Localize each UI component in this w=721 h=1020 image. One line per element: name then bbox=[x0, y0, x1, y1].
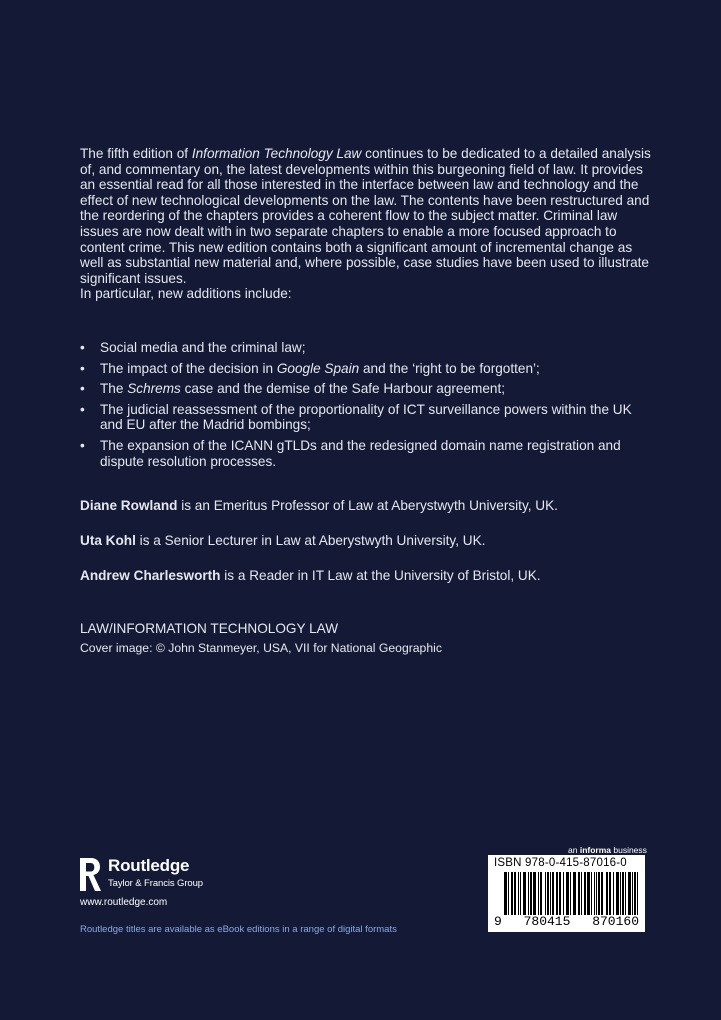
barcode-bar bbox=[511, 872, 512, 915]
barcode-bar bbox=[520, 872, 521, 915]
barcode-bar bbox=[594, 872, 595, 915]
barcode-bar bbox=[575, 872, 576, 915]
barcode-bar bbox=[578, 872, 579, 915]
list-item: • Social media and the criminal law; bbox=[80, 340, 655, 356]
routledge-logo bbox=[78, 855, 238, 895]
barcode-bar bbox=[622, 872, 623, 915]
barcode-bar bbox=[550, 872, 551, 915]
barcode-bar bbox=[589, 872, 590, 915]
publisher-name: Routledge bbox=[108, 856, 190, 875]
barcode-bar bbox=[508, 872, 509, 915]
barcode-bar bbox=[552, 872, 553, 915]
barcode-bar bbox=[559, 872, 560, 915]
barcode-bars bbox=[504, 872, 638, 915]
book-title-italic: Information Technology Law bbox=[191, 146, 362, 161]
barcode-bar bbox=[545, 872, 546, 915]
author-name: Diane Rowland bbox=[80, 498, 178, 513]
barcode-bar bbox=[556, 872, 557, 915]
author-bio-kohl: Uta Kohl is a Senior Lecturer in Law at Aberystwyth University, UK. bbox=[80, 533, 486, 548]
author-name: Uta Kohl bbox=[80, 533, 136, 548]
barcode-bar bbox=[637, 872, 638, 915]
barcode-bar bbox=[581, 872, 582, 915]
barcode-bar bbox=[504, 872, 505, 915]
subject-category: LAW/INFORMATION TECHNOLOGY LAW bbox=[80, 621, 339, 636]
barcode-bar bbox=[541, 872, 542, 915]
barcode-bar bbox=[525, 872, 526, 915]
informa-business-tag: an informa business bbox=[568, 845, 647, 855]
barcode-bar bbox=[524, 872, 525, 915]
barcode-bar bbox=[533, 872, 534, 915]
barcode-bar bbox=[629, 872, 630, 915]
barcode-bar bbox=[568, 872, 569, 915]
barcode-bar bbox=[512, 872, 513, 915]
barcode-bar bbox=[547, 872, 548, 915]
barcode-bar bbox=[601, 872, 602, 915]
barcode-bar bbox=[585, 872, 586, 915]
barcode-bar bbox=[535, 872, 536, 915]
author-bio-rowland: Diane Rowland is an Emeritus Professor of Law at Aberystwyth University, UK. bbox=[80, 498, 558, 513]
barcode-bar bbox=[506, 872, 507, 915]
barcode-bar bbox=[623, 872, 624, 915]
barcode-bar bbox=[617, 872, 618, 915]
barcode-bar bbox=[607, 872, 608, 915]
barcode-bar bbox=[598, 872, 599, 915]
barcode-bar bbox=[584, 872, 585, 915]
barcode-digits: 9 780415 870160 bbox=[494, 914, 639, 929]
publisher-website: www.routledge.com bbox=[80, 897, 168, 908]
cover-image-credit: Cover image: © John Stanmeyer, USA, VII for National Geographic bbox=[80, 641, 442, 655]
barcode-bar bbox=[579, 872, 580, 915]
barcode-bar bbox=[528, 872, 529, 915]
list-item: • The impact of the decision in Google Spain and the ‘right to be forgotten’; bbox=[80, 361, 655, 377]
publisher-group: Taylor & Francis Group bbox=[108, 878, 203, 889]
list-item: • The Schrems case and the demise of the Safe Harbour agreement; bbox=[80, 381, 655, 397]
barcode-bar bbox=[635, 872, 636, 915]
barcode-bar bbox=[553, 872, 554, 915]
barcode-bar bbox=[618, 872, 619, 915]
barcode-bar bbox=[587, 872, 588, 915]
barcode-bar bbox=[634, 872, 635, 915]
barcode-bar bbox=[588, 872, 589, 915]
isbn-barcode bbox=[488, 855, 645, 932]
barcode-bar bbox=[514, 872, 515, 915]
barcode-bar bbox=[563, 872, 564, 915]
barcode-bar bbox=[616, 872, 617, 915]
barcode-bar bbox=[591, 872, 592, 915]
barcode-bar bbox=[515, 872, 516, 915]
barcode-bar bbox=[538, 872, 539, 915]
barcode-bar bbox=[599, 872, 600, 915]
barcode-bar bbox=[630, 872, 631, 915]
barcode-bar bbox=[540, 872, 541, 915]
barcode-bar bbox=[610, 872, 611, 915]
barcode-bar bbox=[567, 872, 568, 915]
barcode-bar bbox=[574, 872, 575, 915]
barcode-bar bbox=[606, 872, 607, 915]
author-name: Andrew Charlesworth bbox=[80, 568, 221, 583]
barcode-bar bbox=[534, 872, 535, 915]
barcode-bar bbox=[620, 872, 621, 915]
barcode-bar bbox=[560, 872, 561, 915]
isbn-label: ISBN 978-0-415-87016-0 bbox=[494, 857, 627, 869]
barcode-bar bbox=[531, 872, 532, 915]
barcode-bar bbox=[632, 872, 633, 915]
description-paragraph: The fifth edition of Information Technology Law continues to be dedicated to a detailed analysis of, and commentary on, the latest developments within this burgeoning field of law. It provides an essential read for all those interested in the interface between law and technology and the effect of new technological developments on the law. The contents have been restructured and the reordering of the chapters provides a coherent flow to the subject matter. Criminal law issues are now dealt with in two separate chapters to enable a more focused approach to content crime. This new edition contains both a significant amount of incremental change as well as substantial new material and, where possible, case studies have been used to illustrate significant issues. In particular, new additions include: bbox=[80, 146, 651, 302]
barcode-bar bbox=[570, 872, 571, 915]
barcode-bar bbox=[505, 872, 506, 915]
barcode-bar bbox=[523, 872, 524, 915]
barcode-bar bbox=[548, 872, 549, 915]
additions-intro: In particular, new additions include: bbox=[80, 286, 292, 302]
new-additions-list bbox=[80, 340, 655, 474]
barcode-bar bbox=[609, 872, 610, 915]
barcode-bar bbox=[602, 872, 603, 915]
barcode-bar bbox=[573, 872, 574, 915]
barcode-bar bbox=[625, 872, 626, 915]
barcode-bar bbox=[557, 872, 558, 915]
barcode-bar bbox=[628, 872, 629, 915]
barcode-bar bbox=[596, 872, 597, 915]
barcode-bar bbox=[613, 872, 614, 915]
ebook-availability-note: Routledge titles are available as eBook editions in a range of digital formats bbox=[80, 924, 397, 935]
routledge-r-icon bbox=[78, 855, 102, 893]
barcode-bar bbox=[530, 872, 531, 915]
barcode-bar bbox=[566, 872, 567, 915]
list-item: • The judicial reassessment of the proportionality of ICT surveillance powers within the UK and EU after the Madrid bombings; bbox=[80, 402, 655, 433]
barcode-bar bbox=[518, 872, 519, 915]
author-bio-charlesworth: Andrew Charlesworth is a Reader in IT Law at the University of Bristol, UK. bbox=[80, 568, 541, 583]
list-item: • The expansion of the ICANN gTLDs and the redesigned domain name registration and dispute resolution processes. bbox=[80, 438, 655, 469]
